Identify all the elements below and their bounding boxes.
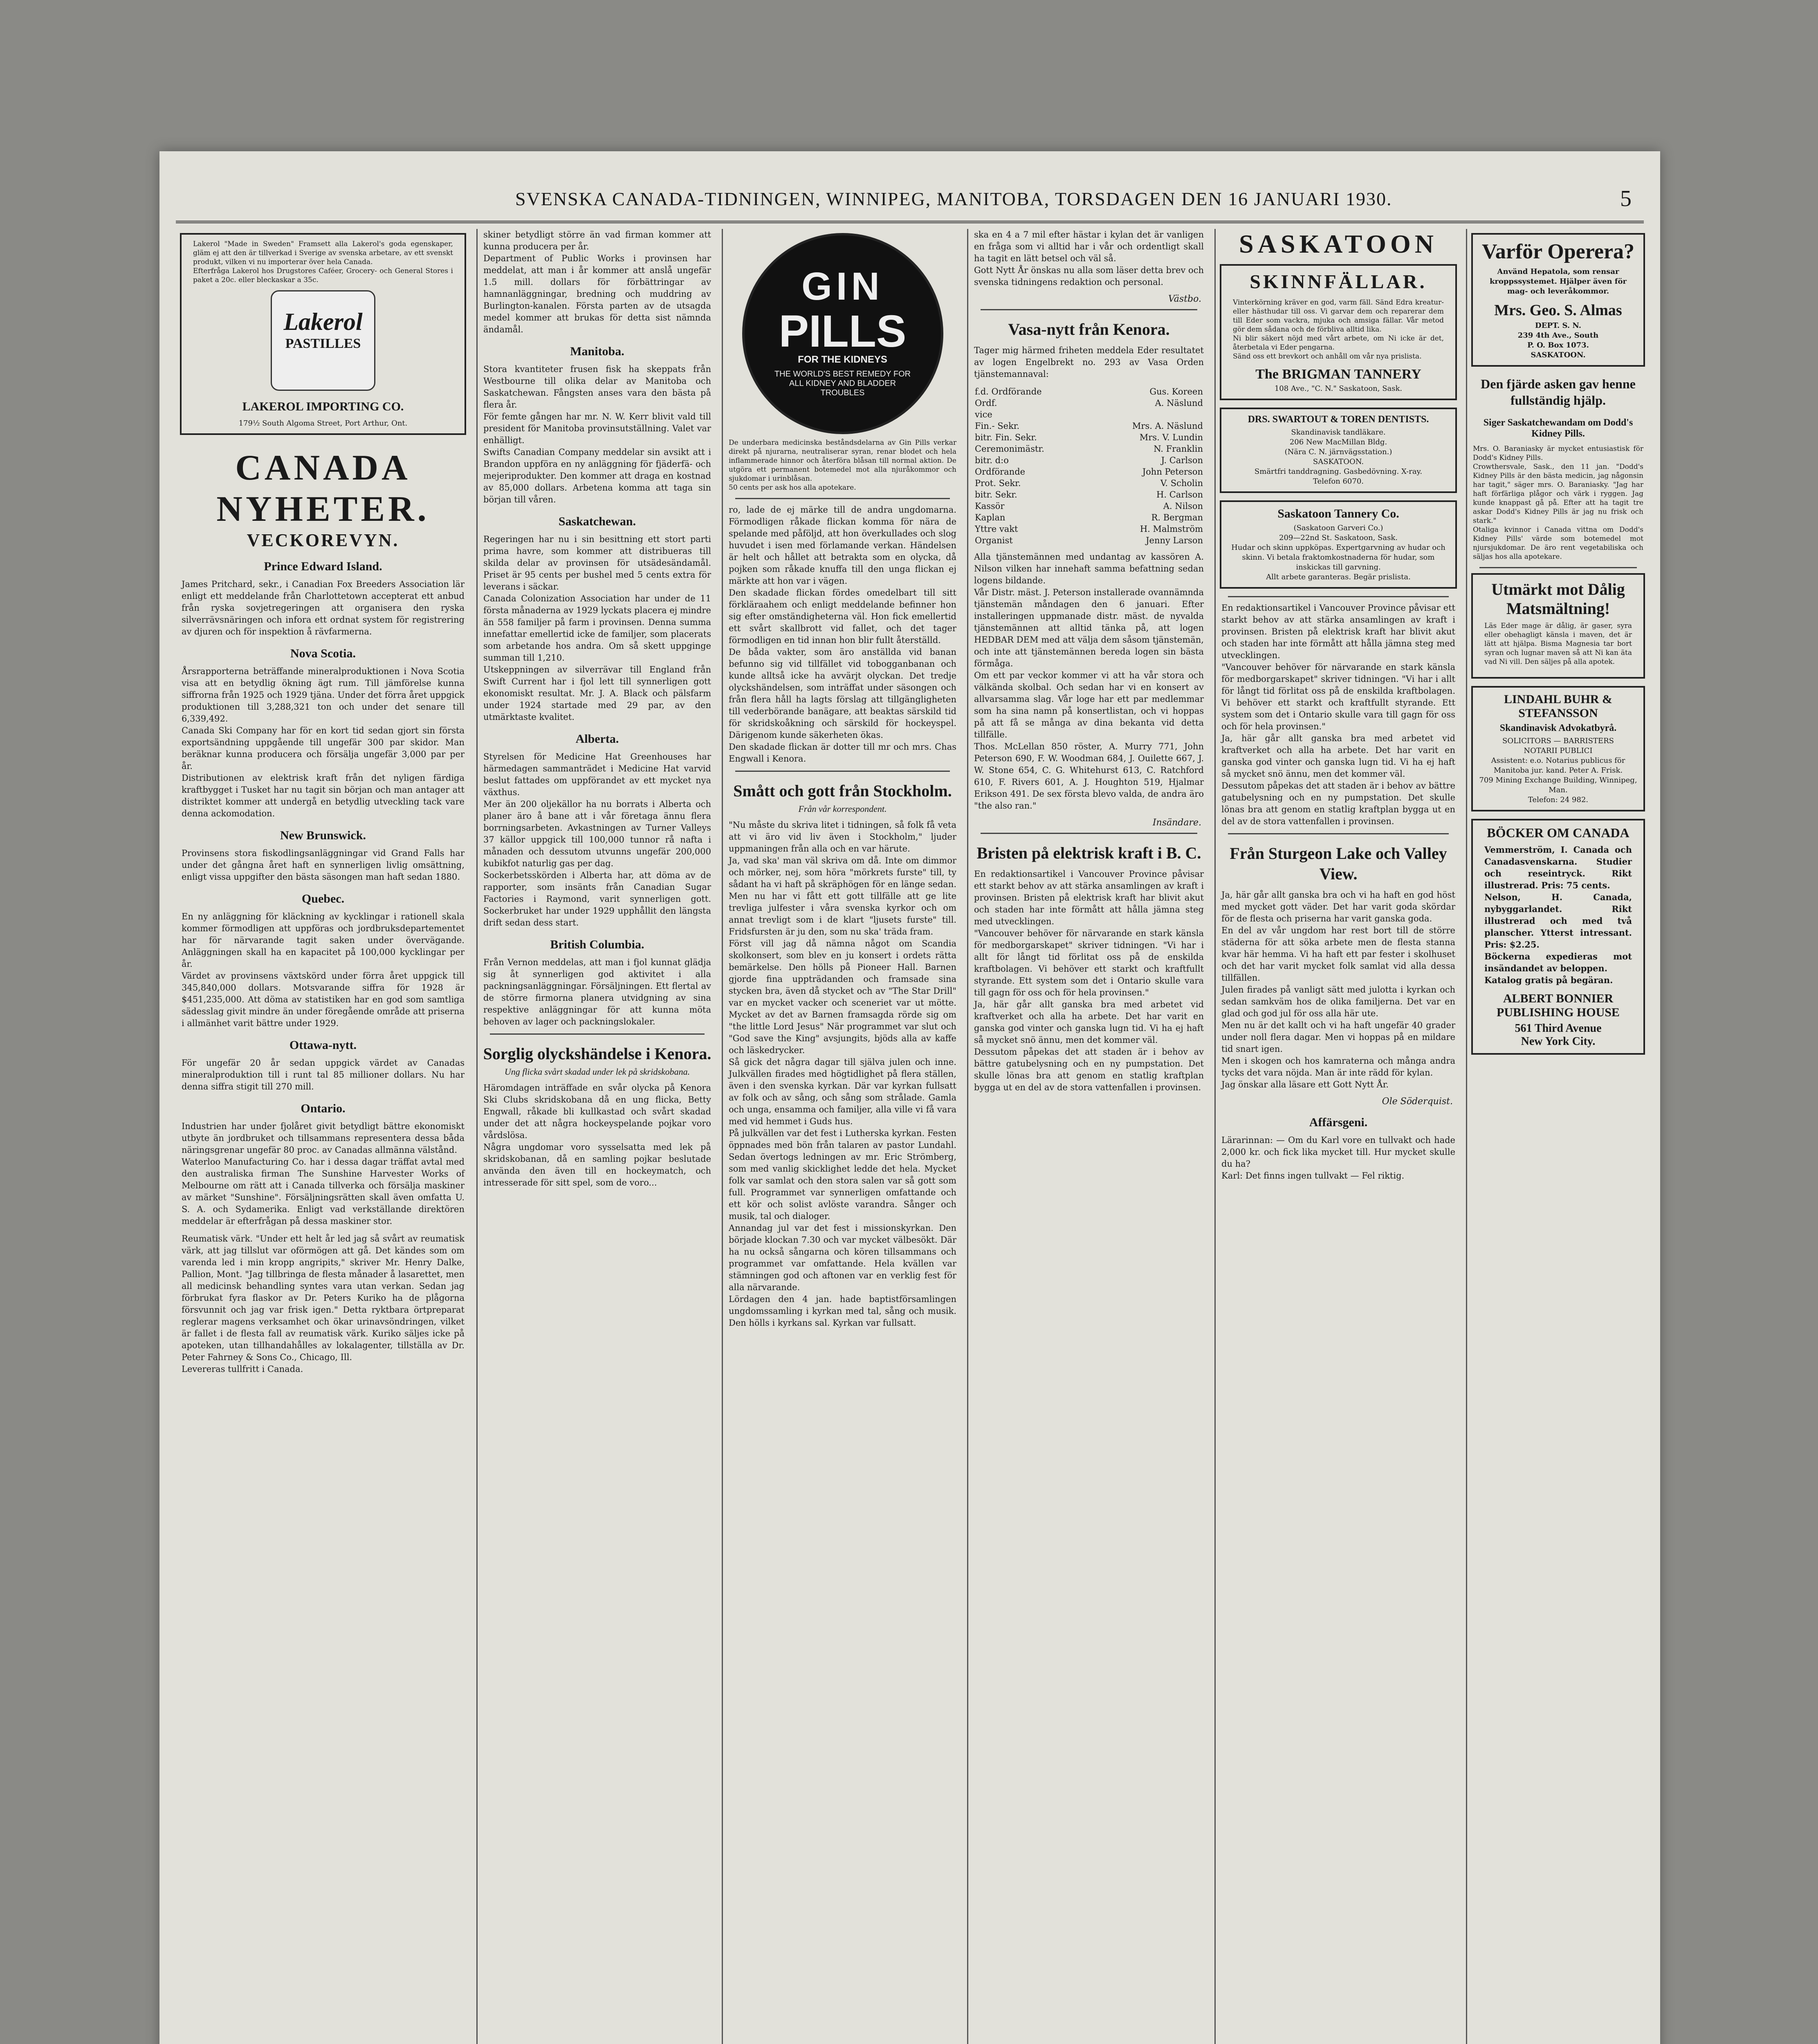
officer-row xyxy=(975,420,1203,432)
dentists-ad xyxy=(1220,408,1457,493)
section-heading: New Brunswick. xyxy=(280,829,366,842)
lakerol-ad-text: Lakerol "Made in Sweden" Framsett alla Lakerol's goda egenskaper, gläm ej att den är tillverkad i Sverige av svenska arbetare, av ett svenskt produkt, vilken vi nu importerar över hela Canada. Efterfråga Lakerol hos Drugstores Caféer, Grocery- och General Stores i paket a 20c. eller bleckaskar a 35c. xyxy=(193,240,453,284)
officer-title: bitr. Sekr. xyxy=(975,490,1017,500)
divider xyxy=(1228,833,1449,834)
officer-name: Gus. Koreen xyxy=(1149,387,1203,397)
section-heading: Alberta. xyxy=(575,732,619,746)
column-3 xyxy=(722,229,962,2044)
officer-row xyxy=(975,409,1203,420)
kenora-article-text: Häromdagen inträffade en svår olycka på Kenora Ski Clubs skridskobana då en ung flicka, Betty Engwall, råkade bli kullkastad och svårt skadad under det att några hockeyspelande pojkar voro vårdslösa. Några ungdomar voro sysselsatta med lek på skridskobanan, då en samling pojkar beslutade använda den även till en hockeymatch, och intresserade för sitt spel, som de voro... xyxy=(483,1083,711,1188)
section-text: Industrien har under fjolåret givit betydligt bättre ekonomiskt utbyte än jordbruket och tillsammans representera dessa båda näringsgrenar ungefär 80 proc. av Canadas allmänna välstånd. Waterloo Manufacturing Co. har i dessa dagar träffat avtal med den australiska firman The Sunshine Harvester Works of Melbourne om rätt att i Canada tillverka och försälja maskiner av märket "Sunshine". Försäljningsrätten skall även omfatta U. S. A. och Sydamerika. Enligt vad verkställande direktören meddelar är efterfrågan på dessa maskiner stor. xyxy=(182,1121,465,1226)
veckorevyn-subtitle: VECKOREVYN. xyxy=(247,530,400,550)
skinnfallar-heading: SKINNFÄLLAR. xyxy=(1250,271,1427,293)
section-text: Regeringen har nu i sin besittning ett stort parti prima havre, som kommer att distribueras till skilda delar av provinsen för utsädesändamål. Priset är 95 cents per bushel med 5 cents extra för leverans i säckar. Canada Colonization Association har under de 11 första månaderna av 1929 lyckats placera ej mindre än 558 familjer på farm i provinsen. Denna summa innefattar emellertid icke de familjer, som placerats som arbetande hos andra. Om så skett uppginge summan till 1,210. Utskeppningen av silverrävar till England från Swift Current har i fjol lett till synnerligen gott ekonomiskt resultat. Mr. J. A. Black och pälsfarm under 1924 startade med 29 par, av den utmärktaste kvalitet. xyxy=(483,534,711,722)
gin-pills-ad-text: De underbara medicinska beståndsdelarna av Gin Pills verkar direkt på njurarna, neutraliserar syran, renar blodet och hela inflammerade hinnor och återföra blåsan till normal aktion. De utgöra ett permanent botemedel mot alla njuråkommor och sjukdomar i urinblåsan. 50 cents per ask hos alla apotekare. xyxy=(729,439,956,492)
section-heading: Saskatchewan. xyxy=(558,515,636,528)
divider xyxy=(981,833,1197,834)
vasa-article-text: Alla tjänstemännen med undantag av kassören A. Nilson vilken har innehaft samma befattning sedan logens bildande. Vår Distr. mäst. J. Peterson installerade ovannämnda tjänstemän måndagen den 6 januari. Efter installeringen uppmanade distr. mäst. de nyvalda tjänstemännen att alltid tänka på, att logen HEDBAR DEM med att välja dem såsom tjänstemän, och inte att tjänstemännen bereda logen sin bästa förmåga. Om ett par veckor kommer vi att ha vår stora och välkända skolbal. Och sedan har vi en konsert av allvarsamma slag. Vår loge har ett par medlemmar som ha sina namn på konsertlistan, och vi hoppas på att få se många av dina bekanta vid detta tillfälle. Thos. McLellan 850 röster, A. Murry 771, John Peterson 690, F. W. Woodman 684, J. Ouilette 667, J. W. Stone 654, C. G. Whitehurst 613, C. Ratchford 610, F. Rivers 601, A. J. Houghton 519, Hjalmar Erikson 491. De sex första blevo valda, de andra äro "the also ran." xyxy=(974,552,1204,811)
matsmaltning-heading: Utmärkt mot Dålig Matsmältning! xyxy=(1491,580,1625,618)
affarsgeni-text: Lärarinnan: — Om du Karl vore en tullvakt och hade 2,000 kr. och fick lika mycket till. Hur mycket skulle du ha? Karl: Det finns ingen tullvakt — Fel riktig. xyxy=(1221,1135,1455,1181)
officer-name: Mrs. V. Lundin xyxy=(1139,433,1203,442)
officer-title: f.d. Ordförande xyxy=(975,387,1042,397)
officer-title: Yttre vakt xyxy=(975,524,1018,534)
officer-row xyxy=(975,500,1203,512)
officer-title: Kassör xyxy=(975,501,1005,511)
officer-row xyxy=(975,386,1203,397)
kenora-headline: Sorglig olyckshändelse i Kenora. xyxy=(483,1044,711,1063)
province-news-sections xyxy=(478,345,717,1028)
lakerol-company: LAKEROL IMPORTING CO. xyxy=(242,400,404,413)
lakerol-package-image xyxy=(271,290,375,391)
officer-title: vice xyxy=(975,410,992,419)
divider xyxy=(490,1033,705,1035)
saskatoon-tannery-text: (Saskatoon Garveri Co.) 209—22nd St. Saskatoon, Sask. Hudar och skinn uppköpas. Expertgarvning av hudar och skinn. Vi betala fraktomkostnaderna för hudar, som inskickas till garvning. Allt arbete garanteras. Begär prislista. xyxy=(1231,524,1445,581)
officer-row xyxy=(975,535,1203,546)
bristen-continued-text: En redaktionsartikel i Vancouver Province påvisar ett starkt behov av att stärka ansamlingen av kraft i provinsen. Bristen på elektrisk kraft har blivit akut och staden har inte förmått att hålla jämna steg med utvecklingen. "Vancouver behöver för närvarande en stark känsla för medborgarskapet" skriver tidningen. "Vi har i allt för långt tid förlitat oss på de enskilda kraftbolagen. Vi behöver ett starkt och kraftfullt styrande. Ett system som det i Ontario skulle vara till gagn för oss och för hela provinsen." Ja, här går allt ganska bra med arbetet vid kraftverket och alla ha arbete. Det har varit en ganska god vinter och ganska lugn tid. Vi ha ej haft så mycket snö ännu, men det kommer väl. Dessutom påpekas det att staden är i behov av bättre gatubelysning och en ny pumpstation. Det skulle lönas bra att genom en statlig kraftplan bygga ut en del av de stora vattenfallen i provinsen. xyxy=(1221,603,1455,826)
bocker-heading: BÖCKER OM CANADA xyxy=(1487,825,1629,840)
section-text: En ny anläggning för kläckning av kycklingar i rationell skala kommer förmodligen att uppföras och jordbruksdepartementet har för närvarande tagit saken under övervägande. Anläggningen skall ha en kapacitet på 100,000 kycklingar per år. Värdet av provinsens växtskörd under förra året uppgick till 345,840,000 dollars. Motsvarande siffra för 1928 är $451,235,000. Att döma av statistiken har en god som samtliga sädesslag givit mindre än under föregående område att priserna i allmänhet varit bättre under 1929. xyxy=(182,912,465,1028)
gin-tagline: THE WORLD'S BEST REMEDY FOR ALL KIDNEY AND BLADDER TROUBLES xyxy=(774,370,911,397)
officer-row xyxy=(975,432,1203,443)
section-heading: British Columbia. xyxy=(550,938,644,951)
gin-text: GIN xyxy=(801,264,884,308)
lindahl-text: SOLICITORS — BARRISTERS NOTARII PUBLICI Assistent: e.o. Notarius publicus för Manitoba jur. kand. Peter A. Frisk. 709 Mining Exchange Building, Winnipeg, Man. Telefon: 24 982. xyxy=(1479,737,1637,804)
section-text: Från Vernon meddelas, att man i fjol kunnat glädja sig åt synnerligen god aktivitet i alla packningsanläggningar. Försäljningen. Ett flertal av de större firmorna planera utvidgning av sina respektive anläggningar för att kunna möta behoven av lager och packningslokaler. xyxy=(483,957,711,1026)
sturgeon-headline: Från Sturgeon Lake och Valley View. xyxy=(1230,844,1447,883)
officer-title: Kaplan xyxy=(975,513,1006,522)
bocker-text: Vemmerström, I. Canada och Canadasvenskarna. Studier och reseintryck. Rikt illustrerad. Pris: 75 cents. Nelson, H. Canada, nybyggarlandet. Rikt illustrerad och med två planscher. Ytterst intressant. Pris: $2.25. Böckerna expedieras mot insändandet av beloppen. Katalog gratis på begäran. xyxy=(1484,845,1632,985)
masthead xyxy=(176,188,1644,223)
dentists-name: DRS. SWARTOUT & TOREN DENTISTS. xyxy=(1248,414,1429,425)
asken-subheadline: Siger Saskatchewandam om Dodd's Kidney Pills. xyxy=(1483,417,1633,439)
page-number: 5 xyxy=(1620,186,1632,211)
letter-continued-text: ska en 4 a 7 mil efter hästar i kylan det är vanligen en fråga som vi alltid har i vår och ordentligt skall ha tagit en lätt betsel och väl så. Gott Nytt År önskas nu alla som läser detta brev och svenska tidningens redaktion och personal. xyxy=(974,230,1204,287)
lindahl-ad xyxy=(1471,686,1645,811)
officer-row xyxy=(975,443,1203,455)
section-heading: Nova Scotia. xyxy=(290,647,356,660)
officer-name: H. Carlson xyxy=(1156,490,1203,500)
canada-nyheter-title: CANADA NYHETER. xyxy=(216,448,430,529)
divider xyxy=(735,771,950,772)
masthead-title: SVENSKA CANADA-TIDNINGEN, WINNIPEG, MANITOBA, TORSDAGEN DEN 16 JANUARI 1930. xyxy=(515,188,1392,209)
lakerol-pastilles: PASTILLES xyxy=(285,336,361,351)
operera-heading: Varför Operera? xyxy=(1481,240,1635,263)
vasa-intro-text: Tager mig härmed friheten meddela Eder resultatet av logen Engelbrekt no. 293 av Vasa Orden tjänstemannaval: xyxy=(974,345,1204,379)
column-2-intro: skiner betydligt större än vad firman kommer att kunna producera per år. Department of Public Works i provinsen har meddelat, att man i år kommer att anslå ungefär 1.5 mill. dollars för förbättringar av hamnanläggningar, bredning och muddring av Burlington-kanalen. Första parten av de utsagda medel kommer att brukas för detta sist nämnda ändamål. xyxy=(483,230,711,334)
section-heading: Ontario. xyxy=(301,1102,346,1115)
officer-title: Ceremonimästr. xyxy=(975,444,1044,454)
vasa-signature: Insändare. xyxy=(1152,818,1201,828)
brigman-tannery-name: The BRIGMAN TANNERY xyxy=(1255,367,1421,382)
bristen-headline: Bristen på elektrisk kraft i B. C. xyxy=(976,844,1201,862)
column-4 xyxy=(967,229,1210,2044)
officer-name: Mrs. A. Näslund xyxy=(1132,421,1203,431)
stockholm-headline: Smått och gott från Stockholm. xyxy=(733,782,952,800)
bristen-article-text: En redaktionsartikel i Vancouver Province påvisar ett starkt behov av att stärka ansamlingen av kraft i provinsen. Bristen på elektrisk kraft har blivit akut och staden har inte förmått att hålla jämna steg med utvecklingen. "Vancouver behöver för närvarande en stark känsla för medborgarskapet" skriver tidningen. "Vi har i allt för långt tid förlitat oss på de enskilda kraftbolagen. Vi behöver ett starkt och kraftfullt styrande. Ett system som det i Ontario skulle vara till gagn för oss och för hela provinsen." Ja, här går allt ganska bra med arbetet vid kraftverket och alla ha arbete. Det har varit en ganska god vinter och ganska lugn tid. Vi ha ej haft så mycket snö ännu, men det kommer väl. Dessutom påpekas det att staden är i behov av bättre gatubelysning och en ny pumpstation. Det skulle lönas bra att genom en statlig kraftplan bygga ut en del av de stora vattenfallen i provinsen. xyxy=(974,869,1204,1092)
vasa-headline: Vasa-nytt från Kenora. xyxy=(1008,320,1170,338)
officer-title: Fin.- Sekr. xyxy=(975,421,1020,431)
officer-title: Ordförande xyxy=(975,467,1026,477)
section-text: Styrelsen för Medicine Hat Greenhouses har härmedagen sammanträdet i Medicine Hat varvid beslut fattades om uppförandet av ett mycket nya växthus. Mer än 200 oljekällor ha nu borrats i Alberta och planer äro å bane att i vår företaga ännu flera borrningsarbeten. Avkastningen av Turner Valleys 37 källor uppgick till 100,000 tunnor rå nafta i månaden och dessutom utvunns ungefär 200,000 kubikfot naturlig gas per dag. Sockerbetsskörden i Alberta har, att döma av de rapporter, som insänts från Canadian Sugar Factories i Raymond, varit synnerligen gott. Sockerbruket har under 1929 upphållit den längsta drift sedan dess start. xyxy=(483,752,711,928)
column-2 xyxy=(476,229,717,2044)
saskatoon-tannery-ad xyxy=(1220,500,1457,589)
sturgeon-article-text: Ja, här går allt ganska bra och vi ha haft en god höst med mycket gott väder. Det har varit goda skördar för de flesta och priserna har varit ganska goda. En del av vår ungdom har rest bort till de större städerna för att söka arbete men de flesta stanna kvar här hemma. Vi ha haft ett par fester i skolhuset och det har varit mycket folk samlat vid alla dessa tillfällen. Julen firades på vanligt sätt med julotta i kyrkan och sedan samkväm hos de olika familjerna. Det var en glad och god jul för oss alla här ute. Men nu är det kallt och vi ha haft ungefär 40 grader under noll flera dagar. Men vi hoppas på en mildare tid snart igen. Men i skogen och hos kamraterna och många andra tycks det vara nöjda. Man är inte rädd för kylan. Jag önskar alla läsare ett Gott Nytt År. xyxy=(1221,890,1455,1089)
saskatoon-heading: SASKATOON xyxy=(1239,229,1438,258)
section-text: Stora kvantiteter frusen fisk ha skeppats från Westbourne till olika delar av Manitoba och Saskatchewan. Fångsten anses vara den bästa på flera år. För femte gången har mr. N. W. Kerr blivit vald till president för Manitoba provinsutställning. Valet var enhälligt. Swifts Canadian Company meddelar sin avsikt att i Brandon uppföra en ny anläggning för fjäderfä- och mejeriprodukter. Den kommer att draga en kostnad av 85,000 dollars. Arbetena komma att taga sin början till våren. xyxy=(483,364,711,504)
officer-row xyxy=(975,489,1203,500)
officer-title: Prot. Sekr. xyxy=(975,478,1021,488)
vasa-officers-list xyxy=(975,386,1203,546)
pills-text: PILLS xyxy=(779,306,907,356)
officer-name: R. Bergman xyxy=(1151,513,1203,522)
bonnier-address: 561 Third Avenue New York City. xyxy=(1515,1022,1602,1048)
stockholm-article-text: "Nu måste du skriva litet i tidningen, så folk få veta att vi äro vid liv även i Stockholm," ljuder uppmaningen från alla och en var härute. Ja, vad ska' man väl skriva om då. Inte om dimmor och mörker, nej, som höra "mörkrets furste" till, ty sådant ha vi haft på skräphögen för en länge sedan. Men nu har vi fått ett gott tillfälle att ge lite trevliga julfester i våra svenska kyrkor och om annat trevligt som i de klart "ljusets furste" till. Fridsfursten är ju den, som nu ska' träda fram. Först vill jag då nämna något om Scandia skolkonsert, som blev en ju konsert i ordets rätta bemärkelse. Den hölls på Pioneer Hall. Barnen gjorde fina uppträdanden och framsade sina stycken bra, även då stycket och av "The Star Drill" var en mycket vacker och sceneriet var ut mötte. Mycket av det av Barnen framsagda rörde sig om "the little Lord Jesus" När programmet var slut och "God save the King" avsjungits, bjöds alla av kaffe och läskedrycker. Så gick det några dagar till själva julen och inne. Julkvällen firades med högtidlighet på flera ställen, även i den svenska kyrkan. Där var kyrkan fullsatt av folk och av sång, och sång som strålade. Gamla och unga, ensamma och familjer, alla ville vi få vara med vid hemmet i Guds hus. På julkvällen var det fest i Lutherska kyrkan. Festen öppnades med bön från talaren av pastor Lundahl. Sedan övertogs ledningen av mr. Eric Strömberg, som med vanlig skicklighet ledde det hela. Mycket folk var samlat och den stora salen var så gott som full. Programmet var synnerligen omfattande och ett kör och solist avlöste varandra. Sånger och musik, tal och dialoger. Annandag jul var det fest i missionskyrkan. Den började klockan 7.30 och var mycket välbesökt. Där ha nu också sångarna och kören tillsammans och programmet var omfattande. Hela kvällen var stämningen god och aftonen var en verklig fest för alla närvarande. Lördagen den 4 jan. hade baptistförsamlingen ungdomssamling i kyrkan med tal, sång och musik. Den hölls i kyrkans sal. Kyrkan var fullsatt. xyxy=(729,820,956,1328)
section-heading: Quebec. xyxy=(301,892,345,905)
section-text: James Pritchard, sekr., i Canadian Fox Breeders Association lär enligt ett meddelande från Charlottetown accepterat ett anbud från ryska sovjetregeringen att organisera den ryska silverrävsnäringen och infora ett ordnat system för registrering av djuren och för inspektion å rävfarmerna. xyxy=(182,579,465,637)
gin-pills-logo xyxy=(742,233,943,434)
officer-name: V. Scholin xyxy=(1160,478,1203,488)
divider xyxy=(981,309,1197,310)
officer-row xyxy=(975,512,1203,523)
olycka-continued-text: ro, lade de ej märke till de andra ungdomarna. Förmodligen råkade flickan komma för nära de spelande med påföljd, att hon överkullades och slog huvudet i isen med förlamande verkan. Händelsen är helt och hållet att betrakta som en olycka, då pojken som råkade knuffa till den unga flickan ej märkte att hon var i vägen. Den skadade flickan fördes omedelbart till sitt förkläraahem och enligt meddelande befinner hon sig efter omständigheterna väl. Hon fick emellertid ett svårt skallbrott vid fallet, och det tager förmodligen en tid innan hon blir fullt återställd. De båda vakter, som äro anställda vid banan befunno sig vid tillfället vid tobogganbanan och kunde alltså icke ha avvärjt olyckan. Det tredje olyckshändelsen, som inträffat under säsongen och från flera håll ha lagts förslag att tillgängligheten till vederbörande banägare, att beaktas särskild tid för skridskoåkning och särskild för hockeyspel. Därigenom kunde säkerheten ökas. Den skadade flickan är dotter till mr och mrs. Chas Engwall i Kenora. xyxy=(729,505,956,764)
officer-title: Organist xyxy=(975,536,1013,545)
officer-title: bitr. Fin. Sekr. xyxy=(975,433,1037,442)
almas-name: Mrs. Geo. S. Almas xyxy=(1494,302,1622,319)
asken-headline: Den fjärde asken gav henne fullständig hjälp. xyxy=(1481,377,1636,408)
bonnier-name: ALBERT BONNIER PUBLISHING HOUSE xyxy=(1497,992,1620,1019)
divider xyxy=(735,498,950,499)
section-text: Provinsens stora fiskodlingsanläggningar vid Grand Falls har under det gångna året haft en synnerligen livlig omsättning, enligt vissa uppgifter den bästa säsongen man haft sedan 1880. xyxy=(182,848,465,882)
lakerol-brand: Lakerol xyxy=(283,308,363,335)
officer-name: J. Carlson xyxy=(1161,455,1203,465)
operera-text: Använd Hepatola, som rensar kroppssystemet. Hjälper även för mag- och levеråkommor. xyxy=(1489,267,1627,296)
column-1 xyxy=(176,229,470,2044)
officer-name: John Peterson xyxy=(1142,467,1203,477)
officer-name: A. Näslund xyxy=(1155,398,1203,408)
divider xyxy=(1228,596,1449,597)
matsmaltning-text: Läs Eder mage är dålig, är gaser, syra eller obehagligt känsla i maven, det är lätt att hjälpa. Bisma Magnesia tar bort syran och lugnar maven så att Ni kan äta vad Ni vill. Den säljes på alla apotek. xyxy=(1484,622,1632,666)
section-text: För ungefär 20 år sedan uppgick värdet av Canadas mineralproduktion till i runt tal 85 millioner dollars. Nu har denna siffra stigit till 270 mill. xyxy=(182,1058,465,1091)
column-6 xyxy=(1466,229,1649,2044)
divider xyxy=(1479,567,1637,568)
almas-address: DEPT. S. N. 239 4th Ave., South P. O. Box 1073. SASKATOON. xyxy=(1517,321,1599,359)
matsmaltning-ad xyxy=(1471,573,1645,679)
officer-title: Ordf. xyxy=(975,398,997,408)
skinnfallar-text: Vinterkörning kräver en god, varm fäll. Sänd Edra kreatur- eller hästhudar till oss. Vi garvar dem och reparerar dem till Eder som vackra, mjuka och amsiga fällar. Vår metod gör dem sådana och de förbliva alltid lika. Ni blir säkert nöjd med vårt arbete, om Ni icke är det, återbetala vi Eder pengarna. Sänd oss ett brevkort och anhåll om vår nya prislista. xyxy=(1233,298,1444,361)
officer-name: N. Franklin xyxy=(1154,444,1203,454)
lindahl-subtitle: Skandinavisk Advokatbyrå. xyxy=(1499,723,1617,733)
column-5 xyxy=(1214,229,1461,2044)
saskatoon-tannery-name: Saskatoon Tannery Co. xyxy=(1277,507,1399,520)
section-heading: Prince Edward Island. xyxy=(264,560,382,573)
officer-row xyxy=(975,455,1203,466)
sturgeon-signature: Ole Söderquist. xyxy=(1382,1096,1453,1107)
lindahl-name: LINDAHL BUHR & STEFANSSON xyxy=(1504,693,1613,720)
section-heading: Manitoba. xyxy=(570,345,624,358)
skinnfallar-ad xyxy=(1220,264,1457,400)
canada-news-sections xyxy=(176,560,470,1375)
officer-row xyxy=(975,523,1203,535)
section-text: Årsrapporterna beträffande mineralproduktionen i Nova Scotia visa att en betydlig ökning ägt rum. Till jämförelse kunna siffrorna från 1925 och 1929 tjäna. Under det förra året uppgick produktionen till 3,288,321 ton och under det senare till 6,339,492. Canada Ski Company har för en kort tid sedan gjort sin första exportsändning uppgående till ungefär 300 par skidor. Man beräknar kunna producera och försälja ungefär 3,000 par per år. Distributionen av elektrisk kraft från det nyligen färdiga kraftbygget i Tusket har nu tagit sin början och man antager att distriktet kommer att undergå en betydlig utveckling tack vare denna ackomodation. xyxy=(182,666,465,818)
officer-name: H. Malmström xyxy=(1140,524,1203,534)
lakerol-ad xyxy=(180,233,466,435)
dentists-text: Skandinavisk tandläkare. 206 New MacMillan Bldg. (Nära C. N. järnvägsstation.) SASKATOON. Smärtfri tanddragning. Gasbedövning. X-ray. Telefon 6070. xyxy=(1254,428,1423,486)
affarsgeni-heading: Affärsgeni. xyxy=(1309,1116,1368,1129)
officer-name: A. Nilson xyxy=(1163,501,1203,511)
newspaper-page xyxy=(159,151,1660,2044)
for-the-kidneys-text: FOR THE KIDNEYS xyxy=(798,354,887,365)
officer-row xyxy=(975,397,1203,409)
letter-signature: Västbo. xyxy=(1168,294,1201,304)
section-heading: Ottawa-nytt. xyxy=(289,1038,357,1052)
kenora-subheadline: Ung flicka svårt skadad under lek på skridskobana. xyxy=(504,1067,690,1077)
officer-name: Jenny Larson xyxy=(1146,536,1203,545)
bocker-ad xyxy=(1471,819,1645,1055)
officer-row xyxy=(975,466,1203,477)
section-text: Reumatisk värk. "Under ett helt år led jag så svårt av reumatisk värk, att jag tillslut var oförmögen att gå. Det kändes som om varenda led i min kropp angripits," skriver Mr. Henry Dalke, Pallion, Mont. "Jag tillbringa de flesta månader å lasarettet, men all medicinsk behandling syntes vara utan verkan. Sedan jag förbrukat fyra flaskor av Dr. Peters Kuriko ha de plågorna försvunnit och jag var frisk igen." Detta ryktbara örtpreparat reglerar magens verksamhet och ökar urinavsöndringen, vilket är fallet i de flesta fall av reumatisk värk. Kuriko säljes icke på apoteken, utan tillhandahålles av lokalagenter, tillställa av Dr. Peter Fahrney & Sons Co., Chicago, Ill. Levereras tullfritt i Canada. xyxy=(182,1234,465,1374)
lakerol-address: 179½ South Algoma Street, Port Arthur, Ont. xyxy=(238,419,408,428)
stockholm-subheadline: Från vår korrespondent. xyxy=(798,804,887,814)
brigman-tannery-address: 108 Ave., "C. N." Saskatoon, Sask. xyxy=(1274,384,1403,393)
asken-article-text: Mrs. O. Baraniasky är mycket entusiastisk för Dodd's Kidney Pills. Crowthersvale, Sask., den 11 jan. "Dodd's Kidney Pills är den bästa medicin, jag någonsin har tagit," säger mrs. O. Baraniasky. "Jag har haft förfärliga plågor och värk i ryggen. Jag kunde knappast gå på. Efter att ha tagit tre askar Dodd's Kidney Pills är jag nu frisk och stark." Otaliga kvinnor i Canada vittna om Dodd's Kidney Pills' värde som botemedel mot njursjukdomar. De äro rent vegetabiliska och säljas hos alla apotekare. xyxy=(1473,445,1643,561)
officer-row xyxy=(975,477,1203,489)
operera-ad xyxy=(1471,233,1645,367)
officer-title: bitr. d:o xyxy=(975,455,1009,465)
